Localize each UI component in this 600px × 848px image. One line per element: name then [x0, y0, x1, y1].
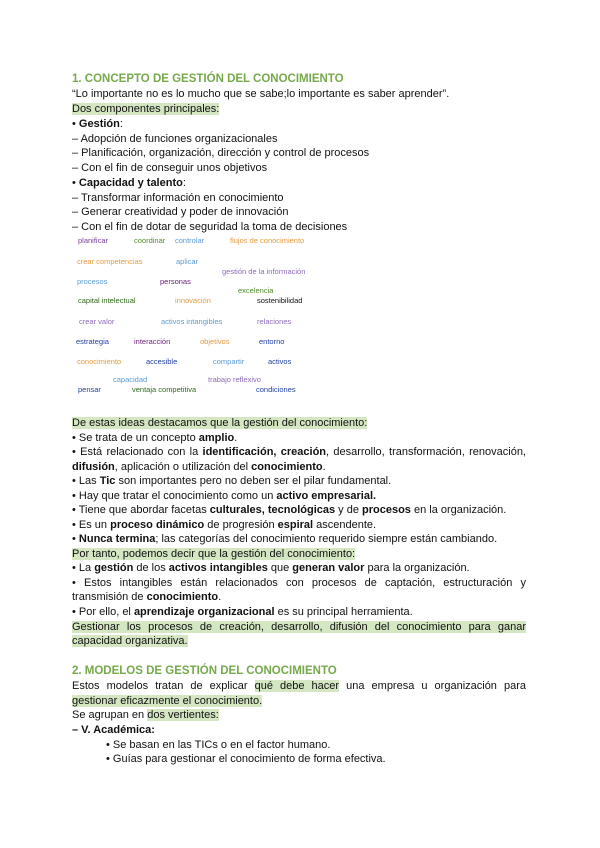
- highlight-text: gestionar eficazmente el conocimiento.: [72, 695, 263, 707]
- capacidad-heading: • Capacidad y talento:: [72, 177, 186, 189]
- list-item: – Adopción de funciones organizacionales: [72, 133, 278, 145]
- list-item: – Con el fin de dotar de seguridad la toma de decisiones: [72, 221, 348, 233]
- cloud-word: trabajo reflexivo: [208, 375, 261, 384]
- cloud-word: objetivos: [200, 337, 230, 346]
- cloud-word: capital intelectual: [78, 296, 136, 305]
- gestion-heading: • Gestión:: [72, 118, 123, 130]
- cloud-word: activos intangibles: [161, 317, 223, 326]
- conclusion-continuation: [72, 634, 188, 648]
- cloud-word: sostenibilidad: [257, 296, 303, 305]
- paragraph: Se agrupan en dos vertientes:: [72, 709, 219, 721]
- section-2-title: 2. MODELOS DE GESTIÓN DEL CONOCIMIENTO: [72, 665, 337, 677]
- bullet-item: • Las Tic son importantes pero no deben ser el pilar fundamental.: [72, 475, 392, 487]
- gestion-label: Gestión: [78, 118, 120, 130]
- cloud-word: interacción: [134, 337, 171, 346]
- sub-bullet: • Se basan en las TICs o en el factor humano.: [106, 739, 331, 751]
- cloud-word: aplicar: [176, 257, 199, 266]
- cloud-word: flujos de conocimiento: [230, 236, 305, 245]
- list-item: – Planificación, organización, dirección y control de procesos: [72, 147, 370, 159]
- highlight-text: De estas ideas destacamos que la gestión del conocimiento:: [72, 417, 368, 429]
- cloud-word: estrategia: [76, 337, 109, 346]
- conclusion: [72, 620, 526, 634]
- cloud-word: condiciones: [256, 385, 296, 394]
- cloud-word: relaciones: [257, 317, 292, 326]
- cloud-word: crear valor: [79, 317, 115, 326]
- paragraph: Estos modelos tratan de explicar qué debe hacer una empresa u organización para: [72, 680, 526, 692]
- list-item: – Generar creatividad y poder de innovación: [72, 206, 289, 218]
- section-1-title: 1. CONCEPTO DE GESTIÓN DEL CONOCIMIENTO: [72, 73, 344, 85]
- cloud-word: planificar: [78, 236, 109, 245]
- bullet-item: • Estos intangibles están relacionados con procesos de captación, estructuración y: [72, 577, 526, 589]
- list-item: – Transformar información en conocimiento: [72, 192, 284, 204]
- cloud-word: compartir: [213, 357, 245, 366]
- quote: “Lo importante no es lo mucho que se sabe;lo importante es saber aprender”.: [72, 88, 450, 100]
- cloud-word: excelencia: [238, 286, 274, 295]
- cloud-word: personas: [160, 277, 191, 286]
- vertiente-academica-label: – V. Académica:: [72, 724, 155, 736]
- bullet-item: • Hay que tratar el conocimiento como un activo empresarial.: [72, 490, 377, 502]
- list-item: – Con el fin de conseguir unos objetivos: [72, 162, 268, 174]
- portanto-intro: [72, 547, 355, 561]
- cloud-word: innovación: [175, 296, 211, 305]
- cloud-word: entorno: [259, 337, 285, 346]
- ideas-intro: [72, 416, 367, 430]
- paragraph-continuation: [72, 694, 262, 708]
- bullet-continuation: difusión, aplicación o utilización del conocimiento.: [72, 461, 326, 473]
- cloud-word: activos: [268, 357, 292, 366]
- cloud-word: ventaja competitiva: [132, 385, 197, 394]
- bullet-item: • Por ello, el aprendizaje organizacional es su principal herramienta.: [72, 606, 413, 618]
- bullet-item: • Está relacionado con la identificación, creación, desarrollo, transformación, renovación,: [72, 446, 526, 458]
- highlight-text: Gestionar los procesos de creación, desarrollo, difusión del conocimiento para ganar: [72, 621, 526, 633]
- bullet-item: • Tiene que abordar facetas culturales, tecnológicas y de procesos en la organización.: [72, 504, 507, 516]
- cloud-word: accesible: [146, 357, 178, 366]
- highlight-text: Por tanto, podemos decir que la gestión del conocimiento:: [72, 548, 356, 560]
- highlight-text: capacidad organizativa.: [72, 635, 188, 647]
- bullet-item: • Nunca termina; las categorías del conocimiento requerido siempre están cambiando.: [72, 533, 498, 545]
- cloud-word: gestión de la información: [222, 267, 306, 276]
- cloud-word: controlar: [175, 236, 205, 245]
- cloud-word: crear competencias: [77, 257, 143, 266]
- bullet-item: • Se trata de un concepto amplio.: [72, 432, 238, 444]
- bullet-item: • La gestión de los activos intangibles que generan valor para la organización.: [72, 562, 470, 574]
- sub-bullet: • Guías para gestionar el conocimiento de forma efectiva.: [106, 753, 386, 765]
- bullet-continuation: transmisión de conocimiento.: [72, 591, 222, 603]
- cloud-word: conocimiento: [77, 357, 122, 366]
- highlight-text: Dos componentes principales:: [72, 103, 220, 115]
- cloud-word: pensar: [78, 385, 101, 394]
- bullet-item: • Es un proceso dinámico de progresión espiral ascendente.: [72, 519, 377, 531]
- components-intro: [72, 102, 219, 116]
- capacidad-label: Capacidad y talento: [78, 177, 183, 189]
- cloud-word: procesos: [77, 277, 108, 286]
- cloud-word: capacidad: [113, 375, 148, 384]
- cloud-word: coordinar: [134, 236, 166, 245]
